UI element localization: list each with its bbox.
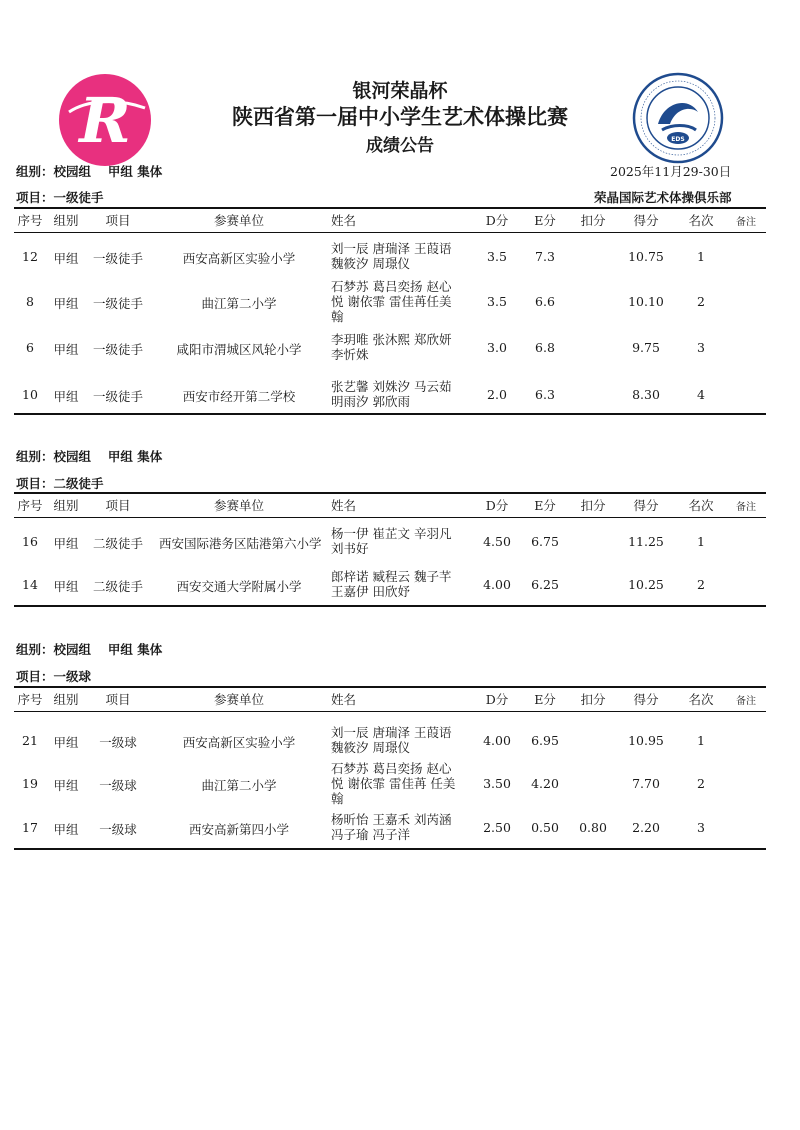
col-event: 项目: [105, 498, 131, 513]
col-names: 姓名: [331, 498, 357, 513]
total-score-cell: 7.70: [632, 776, 660, 791]
event-cell: 二级徒手: [92, 536, 143, 551]
col-total: 得分: [633, 213, 659, 228]
total-score-cell: 9.75: [632, 340, 660, 355]
event-cell: 一级徒手: [92, 251, 143, 266]
section-group-label: 组别：校园组 甲组 集体: [16, 449, 163, 464]
unit-cell: 西安高新区实验小学: [182, 251, 296, 266]
names-cell: 杨昕怡 王嘉禾 刘芮涵 冯子瑜 冯子洋: [331, 812, 452, 842]
e-score-cell: 6.75: [531, 534, 559, 549]
announcement-title: 成绩公告: [366, 136, 434, 156]
names-cell: 杨一伊 崔芷文 辛羽凡 刘书好: [331, 526, 452, 556]
group-cell: 甲组: [53, 735, 79, 750]
group-cell: 甲组: [53, 579, 79, 594]
e-score-cell: 6.6: [535, 294, 555, 309]
group-cell: 甲组: [53, 251, 79, 266]
event-cell: 一级球: [99, 735, 137, 750]
event-cell: 一级徒手: [92, 296, 143, 311]
col-names: 姓名: [331, 213, 357, 228]
rank-cell: 4: [697, 387, 705, 402]
d-score-cell: 3.5: [487, 249, 507, 264]
table-top-rule: [14, 207, 766, 209]
group-cell: 甲组: [53, 822, 79, 837]
unit-cell: 西安高新区实验小学: [182, 735, 296, 750]
col-rank: 名次: [688, 498, 714, 513]
rank-cell: 2: [697, 776, 705, 791]
col-total: 得分: [633, 692, 659, 707]
no-cell: 8: [26, 294, 34, 309]
deduction-cell: 0.80: [579, 820, 607, 835]
unit-cell: 西安市经开第二学校: [182, 389, 296, 404]
names-cell: 石梦苏 葛吕奕扬 赵心悦 谢依霏 雷佳苒 任美翰: [331, 760, 456, 806]
col-d-score: D分: [485, 213, 509, 228]
col-group: 组别: [53, 498, 79, 513]
event-cell: 一级球: [99, 778, 137, 793]
rank-cell: 2: [697, 294, 705, 309]
total-score-cell: 10.25: [628, 577, 664, 592]
table-header-rule: [14, 232, 766, 233]
table-header-rule: [14, 517, 766, 518]
table-bottom-rule: [14, 413, 766, 415]
section-event-label: 项目：二级徒手: [16, 476, 104, 491]
rank-cell: 2: [697, 577, 705, 592]
col-group: 组别: [53, 213, 79, 228]
col-deduction: 扣分: [580, 692, 606, 707]
e-score-cell: 6.25: [531, 577, 559, 592]
d-score-cell: 2.50: [483, 820, 511, 835]
col-unit: 参赛单位: [213, 692, 264, 707]
event-cell: 二级徒手: [92, 579, 143, 594]
d-score-cell: 3.50: [483, 776, 511, 791]
unit-cell: 咸阳市渭城区风轮小学: [176, 342, 302, 357]
unit-cell: 曲江第二小学: [201, 778, 277, 793]
col-e-score: E分: [534, 692, 556, 707]
col-total: 得分: [633, 498, 659, 513]
e-score-cell: 0.50: [531, 820, 559, 835]
names-cell: 张艺馨 刘姝汐 马云茹 明雨汐 郭欣雨: [331, 379, 452, 409]
no-cell: 12: [22, 249, 38, 264]
col-d-score: D分: [485, 692, 509, 707]
names-cell: 刘一辰 唐瑞泽 王葭语 魏筱汐 周璟仪: [331, 725, 452, 755]
no-cell: 10: [22, 387, 38, 402]
names-cell: 李玥唯 张沐熙 郑欣妍李忻姝: [331, 332, 452, 362]
d-score-cell: 4.00: [483, 577, 511, 592]
table-top-rule: [14, 686, 766, 688]
section-group-label: 组别：校园组 甲组 集体: [16, 164, 163, 179]
col-group: 组别: [53, 692, 79, 707]
event-cell: 一级徒手: [92, 342, 143, 357]
total-score-cell: 11.25: [628, 534, 664, 549]
col-d-score: D分: [485, 498, 509, 513]
names-cell: 郎梓诺 臧程云 魏子芊 王嘉伊 田欣妤: [331, 569, 452, 599]
col-e-score: E分: [534, 213, 556, 228]
e-score-cell: 6.8: [535, 340, 555, 355]
group-cell: 甲组: [53, 342, 79, 357]
col-event: 项目: [105, 213, 131, 228]
col-remark: 备注: [736, 217, 756, 228]
col-deduction: 扣分: [580, 498, 606, 513]
d-score-cell: 3.0: [487, 340, 507, 355]
col-no: 序号: [17, 213, 43, 228]
no-cell: 6: [26, 340, 34, 355]
event-cell: 一级球: [99, 822, 137, 837]
unit-cell: 西安国际港务区陆港第六小学: [159, 536, 322, 551]
total-score-cell: 8.30: [632, 387, 660, 402]
group-cell: 甲组: [53, 778, 79, 793]
svg-text:R: R: [79, 84, 131, 157]
total-score-cell: 10.75: [628, 249, 664, 264]
group-cell: 甲组: [53, 536, 79, 551]
names-cell: 刘一辰 唐瑞泽 王葭语 魏筱汐 周璟仪: [331, 241, 452, 271]
e-score-cell: 7.3: [535, 249, 555, 264]
d-score-cell: 4.00: [483, 733, 511, 748]
e-score-cell: 4.20: [531, 776, 559, 791]
e-score-cell: 6.95: [531, 733, 559, 748]
competition-date: 2025年11月29-30日: [610, 164, 732, 179]
total-score-cell: 2.20: [632, 820, 660, 835]
competition-title: 陕西省第一届中小学生艺术体操比赛: [232, 104, 568, 129]
d-score-cell: 3.5: [487, 294, 507, 309]
col-event: 项目: [105, 692, 131, 707]
d-score-cell: 2.0: [487, 387, 507, 402]
no-cell: 16: [22, 534, 38, 549]
cup-title: 银河荣晶杯: [352, 80, 448, 102]
total-score-cell: 10.10: [628, 294, 664, 309]
col-remark: 备注: [736, 696, 756, 707]
section-event-label: 项目：一级徒手: [16, 190, 104, 205]
e-score-cell: 6.3: [535, 387, 555, 402]
group-cell: 甲组: [53, 296, 79, 311]
group-cell: 甲组: [53, 389, 79, 404]
event-cell: 一级徒手: [92, 389, 143, 404]
rank-cell: 1: [697, 733, 705, 748]
col-remark: 备注: [736, 502, 756, 513]
unit-cell: 曲江第二小学: [201, 296, 277, 311]
section-group-label: 组别：校园组 甲组 集体: [16, 642, 163, 657]
rank-cell: 3: [697, 820, 705, 835]
col-unit: 参赛单位: [213, 213, 264, 228]
col-names: 姓名: [331, 692, 357, 707]
unit-cell: 西安高新第四小学: [188, 822, 289, 837]
organizer-name: 荣晶国际艺术体操俱乐部: [594, 190, 732, 205]
names-cell: 石梦苏 葛吕奕扬 赵心悦 谢依霏 雷佳苒任美翰: [331, 278, 452, 324]
table-top-rule: [14, 492, 766, 494]
no-cell: 21: [22, 733, 38, 748]
col-no: 序号: [17, 498, 43, 513]
svg-text:EDS: EDS: [671, 136, 685, 143]
col-unit: 参赛单位: [213, 498, 264, 513]
section-event-label: 项目：一级球: [16, 669, 92, 684]
rank-cell: 1: [697, 534, 705, 549]
col-no: 序号: [17, 692, 43, 707]
col-rank: 名次: [688, 692, 714, 707]
rank-cell: 1: [697, 249, 705, 264]
d-score-cell: 4.50: [483, 534, 511, 549]
unit-cell: 西安交通大学附属小学: [176, 579, 302, 594]
table-bottom-rule: [14, 605, 766, 607]
col-rank: 名次: [688, 213, 714, 228]
table-bottom-rule: [14, 848, 766, 850]
col-e-score: E分: [534, 498, 556, 513]
total-score-cell: 10.95: [628, 733, 664, 748]
col-deduction: 扣分: [580, 213, 606, 228]
no-cell: 14: [22, 577, 38, 592]
table-header-rule: [14, 711, 766, 712]
no-cell: 17: [22, 820, 38, 835]
no-cell: 19: [22, 776, 38, 791]
rank-cell: 3: [697, 340, 705, 355]
